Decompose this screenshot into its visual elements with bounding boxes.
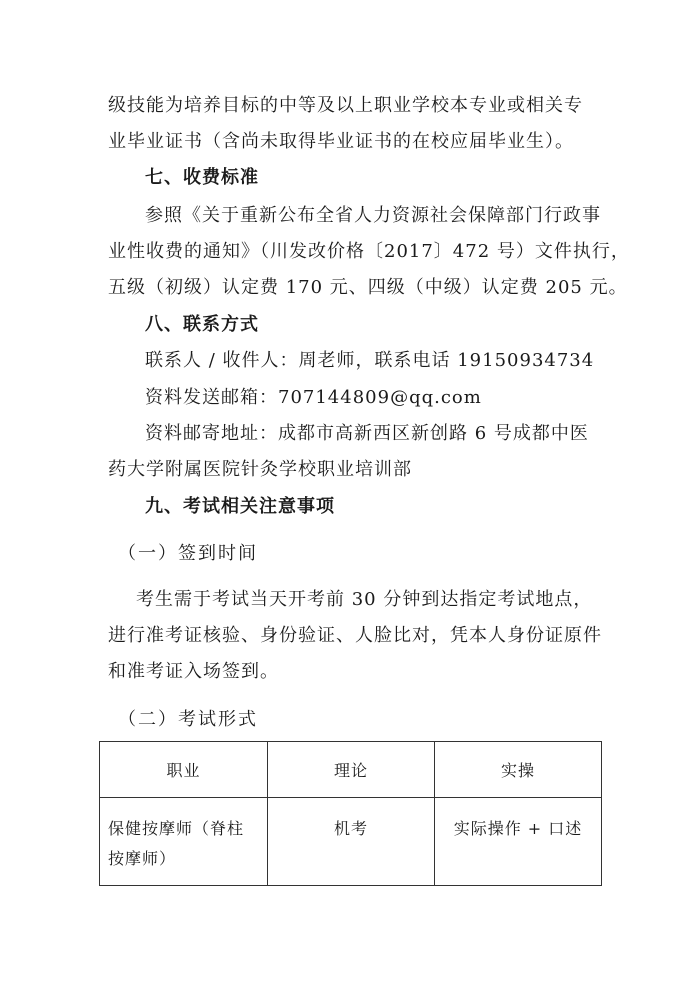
contact-line: 联系人 / 收件人：周老师，联系电话 19150934734 — [145, 350, 595, 371]
exam-format-table — [99, 741, 602, 886]
subheading-signin: （一）签到时间 — [118, 543, 258, 564]
section-heading-fees: 七、收费标准 — [145, 167, 259, 188]
section-heading-exam-notes: 九、考试相关注意事项 — [145, 496, 335, 517]
table-header-cell: 理论 — [268, 742, 435, 798]
table-cell: 保健按摩师（脊柱按摩师） — [100, 798, 268, 886]
paragraph-line: 进行准考证核验、身份验证、人脸比对，凭本人身份证原件 — [108, 625, 602, 646]
paragraph-line: 五级（初级）认定费 170 元、四级（中级）认定费 205 元。 — [108, 277, 628, 298]
table-header-cell: 实操 — [435, 742, 602, 798]
address-line: 药大学附属医院针灸学校职业培训部 — [108, 459, 412, 480]
table-cell: 实际操作 + 口述 — [435, 798, 602, 886]
paragraph-line: 参照《关于重新公布全省人力资源社会保障部门行政事 — [145, 205, 601, 226]
table-header-cell: 职业 — [100, 742, 268, 798]
paragraph-line: 级技能为培养目标的中等及以上职业学校本专业或相关专 — [108, 95, 583, 116]
paragraph-line: 考生需于考试当天开考前 30 分钟到达指定考试地点， — [136, 589, 593, 610]
table-row — [100, 798, 602, 886]
paragraph-line: 业性收费的通知》（川发改价格〔2017〕472 号）文件执行， — [108, 241, 630, 262]
address-line: 资料邮寄地址：成都市高新西区新创路 6 号成都中医 — [145, 423, 589, 444]
paragraph-line: 业毕业证书（含尚未取得毕业证书的在校应届毕业生）。 — [108, 131, 574, 152]
email-line: 资料发送邮箱：707144809@qq.com — [145, 387, 482, 408]
paragraph-line: 和准考证入场签到。 — [108, 661, 279, 682]
table-header-row — [100, 742, 602, 798]
subheading-exam-format: （二）考试形式 — [118, 709, 258, 730]
section-heading-contact: 八、联系方式 — [145, 314, 259, 335]
table-cell: 机考 — [268, 798, 435, 886]
